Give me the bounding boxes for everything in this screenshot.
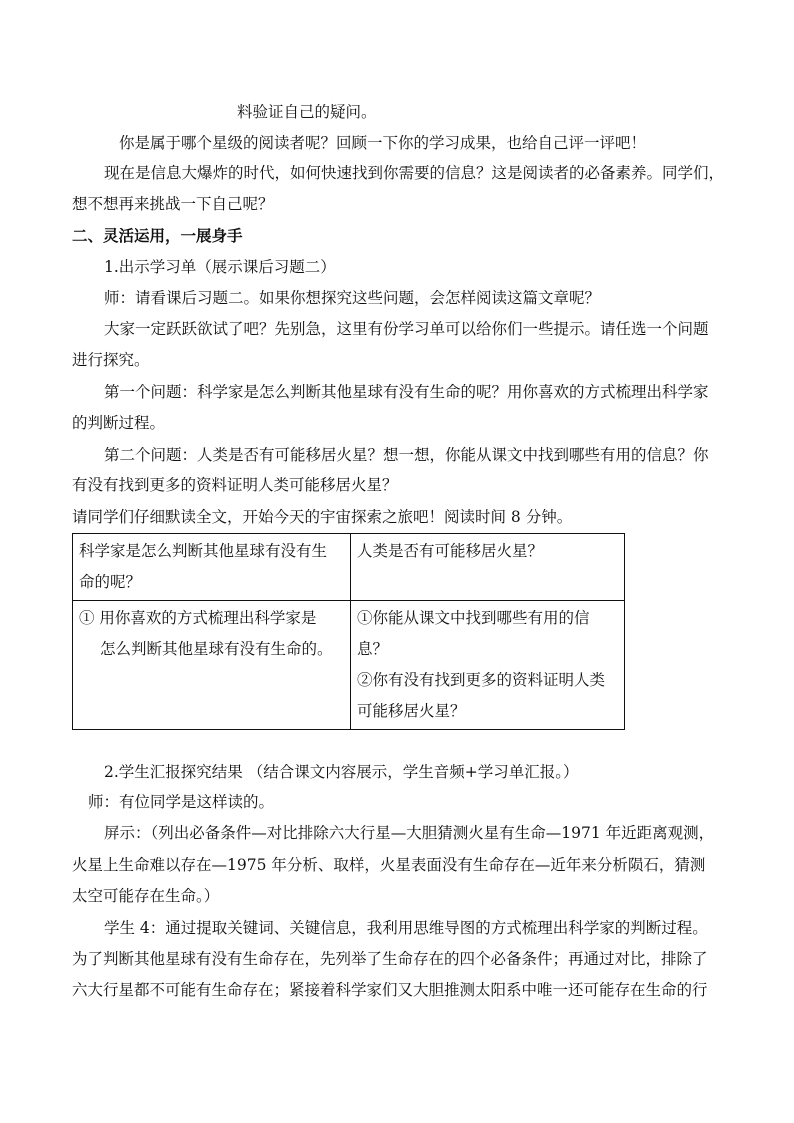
cell-text: ②你有没有找到更多的资料证明人类 — [357, 671, 606, 689]
cell-text: 科学家是怎么判断其他星球有没有生 — [79, 542, 328, 560]
table-cell — [351, 601, 625, 730]
learning-sheet-table — [72, 533, 625, 730]
paragraph-text: 大家一定跃跃欲试了吧？先别急，这里有份学习单可以给你们一些提示。请任选一个问题 — [104, 320, 709, 338]
cell-text: 命的呢？ — [79, 573, 142, 591]
paragraph-text: 屏示：（列出必备条件—对比排除六大行星—大胆猜测火星有生命—1971 年近距离观测， — [104, 824, 715, 842]
cell-text: ①你能从课文中找到哪些有用的信 — [357, 609, 590, 627]
table-cell — [73, 534, 351, 601]
paragraph-text: 请同学们仔细默读全文，开始今天的宇宙探索之旅吧！阅读时间 8 分钟。 — [72, 508, 573, 526]
paragraph-text: 为了判断其他星球有没有生命存在，先列举了生命存在的四个必备条件；再通过对比，排除了 — [72, 950, 708, 968]
list-item: 2.学生汇报探究结果 （结合课文内容展示，学生音频+学习单汇报。） — [104, 763, 579, 781]
cell-text: 怎么判断其他星球有没有生命的。 — [100, 640, 333, 658]
paragraph-text: 六大行星都不可能有生命存在；紧接着科学家们又大胆推测太阳系中唯一还可能存在生命的行 — [72, 981, 708, 999]
paragraph-text: 太空可能存在生命。） — [72, 887, 220, 905]
table-row — [73, 601, 625, 730]
paragraph-text: 学生 4：通过提取关键词、关键信息，我利用思维导图的方式梳理出科学家的判断过程。 — [104, 919, 708, 937]
cell-text: ① 用你喜欢的方式梳理出科学家是 — [79, 609, 317, 627]
paragraph-text: 第一个问题：科学家是怎么判断其他星球有没有生命的呢？用你喜欢的方式梳理出科学家 — [104, 383, 709, 401]
list-item: 1.出示学习单（展示课后习题二） — [104, 258, 336, 276]
table-cell — [73, 601, 351, 730]
paragraph-text: 你是属于哪个星级的阅读者呢？回顾一下你的学习成果，也给自己评一评吧！ — [119, 134, 647, 152]
paragraph-text: 火星上生命难以存在—1975 年分析、取样，火星表面没有生命存在—近年来分析陨石，猜测 — [72, 856, 706, 874]
paragraph-text: 师：请看课后习题二。如果你想探究这些问题，会怎样阅读这篇文章呢？ — [104, 289, 601, 307]
paragraph-text: 想不想再来挑战一下自己呢？ — [72, 195, 274, 213]
paragraph-text: 现在是信息大爆炸的时代，如何快速找到你需要的信息？这是阅读者的必备素养。同学们， — [104, 164, 725, 182]
cell-text: 可能移居火星？ — [357, 702, 466, 720]
paragraph-text: 师：有位同学是这样读的。 — [88, 793, 275, 811]
cell-text: 息？ — [357, 640, 389, 658]
paragraph-text: 第二个问题：人类是否有可能移居火星？想一想，你能从课文中找到哪些有用的信息？你 — [104, 446, 709, 464]
table-cell — [351, 534, 625, 601]
table-row — [73, 534, 625, 601]
paragraph-text: 的判断过程。 — [72, 414, 166, 432]
paragraph-text: 有没有找到更多的资料证明人类可能移居火星？ — [72, 476, 398, 494]
section-heading: 二、灵活运用，一展身手 — [72, 226, 243, 245]
paragraph-text: 进行探究。 — [72, 351, 150, 369]
paragraph-text: 料验证自己的疑问。 — [237, 103, 377, 121]
cell-text: 人类是否有可能移居火星？ — [357, 542, 544, 560]
